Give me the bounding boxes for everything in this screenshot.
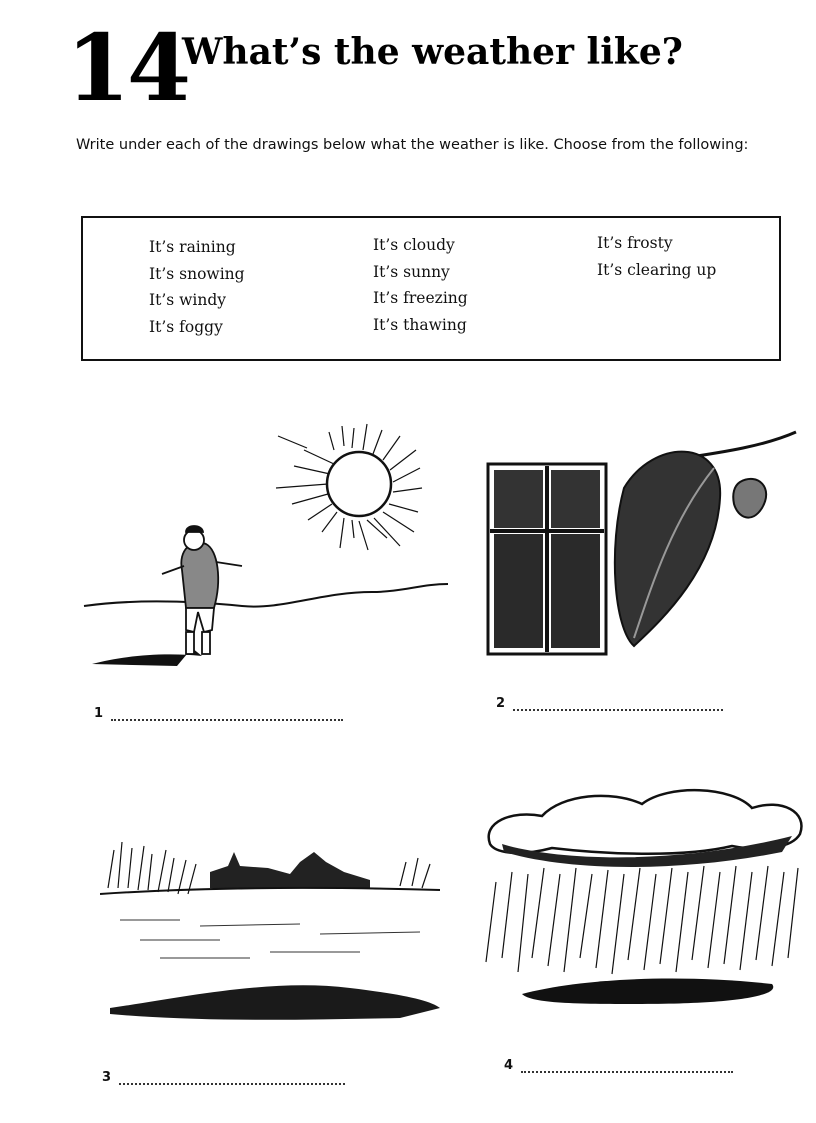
- phrase-snowing: It’s snowing: [149, 264, 245, 283]
- cloud-icon: [489, 790, 802, 854]
- answer-number: 1: [94, 706, 104, 721]
- unit-number: 14: [66, 14, 189, 122]
- phrase-frosty: It’s frosty: [597, 234, 673, 252]
- phrase-cloudy: It’s cloudy: [373, 236, 455, 254]
- phrase-sunny: It’s sunny: [373, 262, 450, 281]
- phrase-windy: It’s windy: [149, 291, 227, 309]
- person-icon: [162, 526, 242, 654]
- phrase-thawing: It’s thawing: [373, 315, 467, 334]
- drawing-thawing: [100, 828, 440, 1022]
- instructions: Write under each of the drawings below what the weather is like. Choose from the following:: [76, 137, 749, 153]
- phrase-raining: It’s raining: [149, 238, 236, 256]
- answer-line[interactable]: [521, 1061, 733, 1073]
- branch: [684, 432, 796, 458]
- answer-number: 3: [102, 1070, 112, 1085]
- phrase-freezing: It’s freezing: [373, 289, 468, 307]
- drawing-raining: [482, 782, 808, 1024]
- distant-trees: [210, 852, 370, 888]
- page-title: What’s the weather like?: [182, 31, 683, 73]
- horizon-line: [100, 888, 440, 894]
- answer-number: 2: [496, 696, 506, 711]
- snow-patches: [120, 920, 420, 958]
- answer-3: [102, 1070, 345, 1085]
- puddle: [522, 979, 773, 1004]
- answer-number: 4: [504, 1058, 514, 1073]
- drawing-sunny: [82, 420, 454, 678]
- drawing-frosty: [484, 428, 800, 664]
- answer-2: [496, 696, 723, 711]
- answer-1: [94, 706, 343, 721]
- puddle: [110, 985, 440, 1020]
- phrase-column-2: [373, 232, 468, 338]
- rain-icon: [486, 866, 798, 974]
- leaf-icon: [615, 452, 766, 646]
- ground-line: [84, 584, 448, 607]
- answer-line[interactable]: [119, 1073, 345, 1085]
- phrase-clearing-up: It’s clearing up: [597, 260, 717, 279]
- window-icon: [488, 464, 606, 654]
- phrase-foggy: It’s foggy: [149, 317, 223, 336]
- phrase-box: [81, 216, 781, 361]
- phrase-column-1: [149, 234, 245, 340]
- phrase-column-3: [597, 230, 716, 283]
- answer-line[interactable]: [111, 709, 343, 721]
- sun-icon: [327, 452, 391, 516]
- answer-line[interactable]: [513, 699, 723, 711]
- answer-4: [504, 1058, 733, 1073]
